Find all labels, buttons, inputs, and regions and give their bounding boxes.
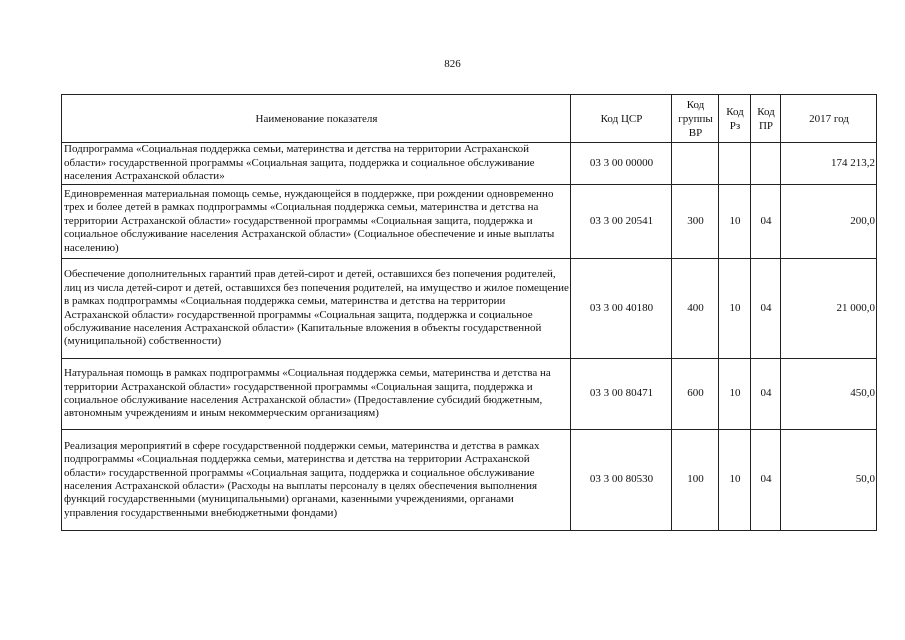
table-row [62, 259, 877, 359]
row-vr: 300 [672, 185, 719, 259]
row-name: Единовременная материальная помощь семье, нуждающейся в поддержке, при рождении одновременно трех и более детей в рамках подпрограммы «Социальная поддержка семьи, материнства и детства на территории Астраханской области» государственной программы «Социальная защита, поддержка и социальное обслуживание населения Астраханской области» (Социальное обеспечение и иные выплаты населению) [62, 185, 571, 259]
page-number: 826 [444, 58, 461, 70]
budget-table [61, 94, 877, 531]
table-row [62, 359, 877, 430]
header-name: Наименование показателя [62, 95, 571, 143]
header-csr: Код ЦСР [571, 95, 672, 143]
header-vr: Код группы ВР [672, 95, 719, 143]
row-pr: 04 [751, 359, 781, 430]
row-rz [719, 143, 751, 185]
row-vr: 600 [672, 359, 719, 430]
row-rz: 10 [719, 259, 751, 359]
row-amount: 450,0 [781, 359, 877, 430]
row-rz: 10 [719, 185, 751, 259]
row-vr [672, 143, 719, 185]
row-pr: 04 [751, 259, 781, 359]
table-row [62, 143, 877, 185]
header-year: 2017 год [781, 95, 877, 143]
row-pr: 04 [751, 185, 781, 259]
row-name: Натуральная помощь в рамках подпрограммы «Социальная поддержка семьи, материнства и детства на территории Астраханской области» государственной программы «Социальная защита, поддержка и социальное обслуживание населения Астраханской области» (Предоставление субсидий бюджетным, автономным учреждениям и иным некоммерческим организациям) [62, 359, 571, 430]
table-row [62, 185, 877, 259]
row-csr: 03 3 00 80530 [571, 430, 672, 531]
row-name: Реализация мероприятий в сфере государственной поддержки семьи, материнства и детства в рамках подпрограммы «Социальная поддержка семьи, материнства и детства на территории Астраханской области» государственной программы «Социальная защита, поддержка и социальное обслуживание населения Астраханской области» (Расходы на выплаты персоналу в целях обеспечения выполнения функций государственными (муниципальными) органами, казенными учреждениями, органами управления государственными внебюджетными фондами) [62, 430, 571, 531]
table-header-row [62, 95, 877, 143]
row-name: Обеспечение дополнительных гарантий прав детей-сирот и детей, оставшихся без попечения родителей, лиц из числа детей-сирот и детей, оставшихся без попечения родителей, на имущество и жилое помещение в рамках подпрограммы «Социальная поддержка семьи, материнства и детства на территории Астраханской области» государственной программы «Социальная защита, поддержка и социальное обслуживание населения Астраханской области» (Капитальные вложения в объекты государственной (муниципальной) собственности) [62, 259, 571, 359]
row-vr: 100 [672, 430, 719, 531]
header-rz: Код Рз [719, 95, 751, 143]
row-amount: 50,0 [781, 430, 877, 531]
row-amount: 200,0 [781, 185, 877, 259]
row-csr: 03 3 00 20541 [571, 185, 672, 259]
row-pr [751, 143, 781, 185]
row-csr: 03 3 00 00000 [571, 143, 672, 185]
row-vr: 400 [672, 259, 719, 359]
row-csr: 03 3 00 40180 [571, 259, 672, 359]
row-amount: 174 213,2 [781, 143, 877, 185]
row-csr: 03 3 00 80471 [571, 359, 672, 430]
row-rz: 10 [719, 430, 751, 531]
row-rz: 10 [719, 359, 751, 430]
row-pr: 04 [751, 430, 781, 531]
header-pr: Код ПР [751, 95, 781, 143]
row-name: Подпрограмма «Социальная поддержка семьи, материнства и детства на территории Астраханской области» государственной программы «Социальная защита, поддержка и социальное обслуживание населения Астраханской области» [62, 143, 571, 185]
row-amount: 21 000,0 [781, 259, 877, 359]
table-row [62, 430, 877, 531]
